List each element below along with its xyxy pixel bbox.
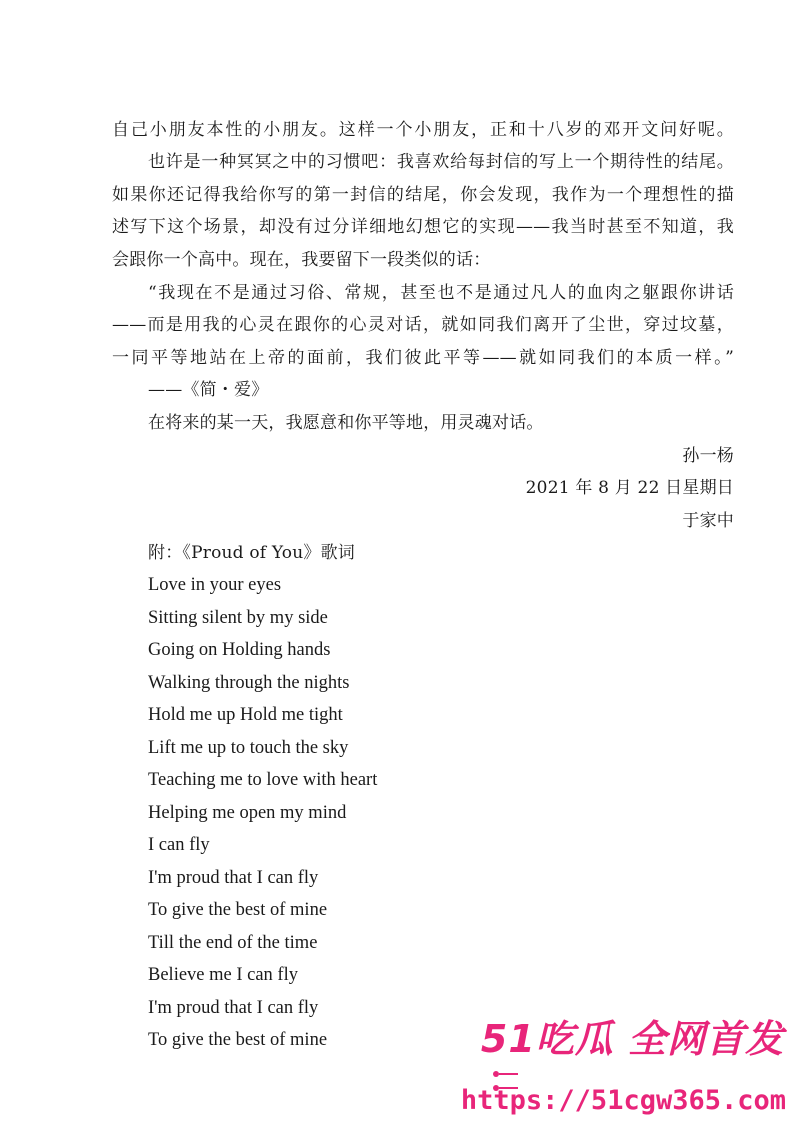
lyric-line: Love in your eyes [148,575,282,595]
date: 2021 年 8 月 22 日星期日 [525,478,734,498]
quote-source: ——《简・爱》 [148,380,269,400]
place: 于家中 [682,511,734,531]
lyric-line: I'm proud that I can fly [148,868,319,888]
watermark-url[interactable]: https://51cgw365.com [460,1085,786,1116]
signature: 孙一杨 [682,446,734,466]
lyric-line: Going on Holding hands [148,640,331,660]
appendix-title: 附：《Proud of You》歌词 [148,543,355,563]
lyric-line: I can fly [148,835,210,855]
watermark-brand: 51吃瓜 全网首发 [480,1017,784,1061]
lyric-line: Teaching me to love with heart [148,770,378,790]
paragraph-line: 也许是一种冥冥之中的习惯吧：我喜欢给每封信的写上一个期待性的结尾。 [148,152,734,172]
lyric-line: Believe me I can fly [148,965,298,985]
lyric-line: Hold me up Hold me tight [148,705,343,725]
quote-line: “我现在不是通过习俗、常规，甚至也不是通过凡人的血肉之躯跟你讲话 [148,283,734,303]
quote-line: ——而是用我的心灵在跟你的心灵对话，就如同我们离开了尘世，穿过坟墓， [112,315,734,335]
lyric-line: To give the best of mine [148,1030,328,1050]
closing-line: 在将来的某一天，我愿意和你平等地，用灵魂对话。 [148,413,544,433]
lyric-line: Sitting silent by my side [148,608,328,628]
lyric-line: Walking through the nights [148,673,350,693]
lyric-line: I'm proud that I can fly [148,998,319,1018]
lyric-line: Lift me up to touch the sky [148,738,349,758]
paragraph-line: 会跟你一个高中。现在，我要留下一段类似的话： [112,250,491,270]
lyric-line: To give the best of mine [148,900,328,920]
paragraph-line: 自己小朋友本性的小朋友。这样一个小朋友，正和十八岁的邓开文问好呢。 [112,120,734,140]
quote-line: 一同平等地站在上帝的面前，我们彼此平等——就如同我们的本质一样。” [112,348,734,368]
paragraph-line: 述写下这个场景，却没有过分详细地幻想它的实现——我当时甚至不知道，我 [112,217,734,237]
watermark [460,1012,790,1122]
paragraph-line: 如果你还记得我给你写的第一封信的结尾，你会发现，我作为一个理想性的描 [112,185,734,205]
lyric-line: Till the end of the time [148,933,318,953]
lyric-line: Helping me open my mind [148,803,347,823]
